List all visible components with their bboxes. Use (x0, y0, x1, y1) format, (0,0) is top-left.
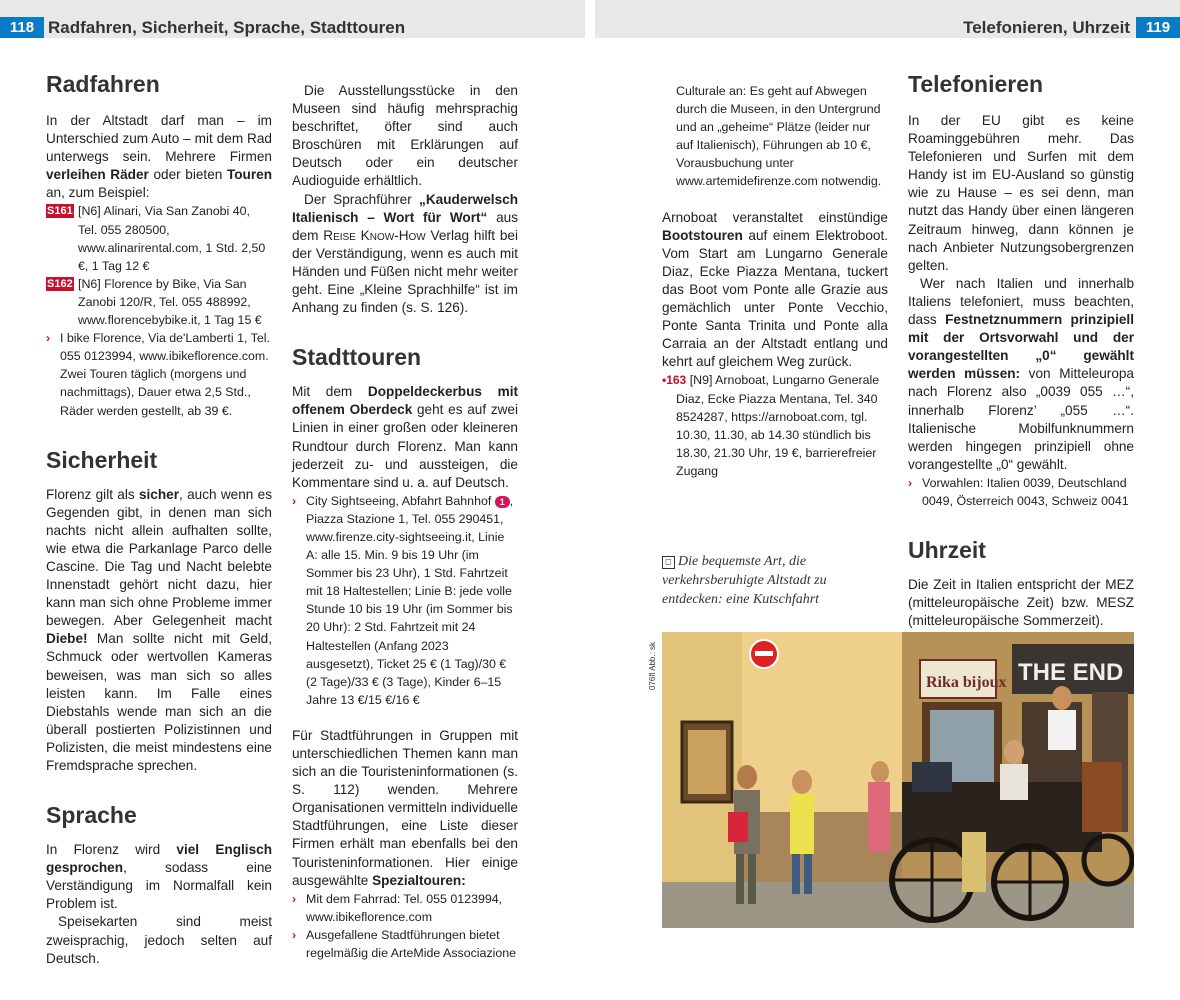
heading-stadttouren: Stadttouren (292, 344, 422, 371)
photo-credit: 076fl Abb.: sk (648, 641, 657, 690)
telefonieren-text-2: Wer nach Italien und innerhalb Italiens telefoniert, muss beachten, dass Festnetznummern prinzipiell mit der Ortsvorwahl und der vorangestellten „0“ gewählt werden müssen: von Mitteleuropa nach Florenz also „0039 055 …“, innerhalb Florenz’ „055 …“. Italienische Mobilfunknummern werden hingegen prinzipiell ohne vorangestellte „0“ gewählt. (908, 275, 1134, 472)
page-number-left: 118 (0, 17, 44, 38)
running-head-right: Telefonieren, Uhrzeit (963, 18, 1130, 37)
entry-artemide: › Ausgefallene Stadtführungen bietet regelmäßig die ArteMide Associazione (292, 927, 517, 961)
artemide-continued: Culturale an: Es geht auf Abwegen durch die Museen, in den Untergrund und an „geheime“ Plätze (leider nur auf Italienisch), Führungen ab 10 €, Vorausbuchung unter www.artemidefirenze.com notwendig. (676, 84, 882, 189)
sprachfuehrer-text: Der Sprachführer „Kauderwelsch Italienisch – Wort für Wort“ aus dem Reise Know-How Verlag hilft bei der Verständigung, wenn es auch mit Händen und Füßen nicht mehr weiter geht. Eine „Kleine Sprachhilfe“ ist im Anhang zu finden (s. S. 126). (292, 191, 518, 316)
caption-marker-icon: ◻ (662, 556, 675, 569)
heading-radfahren: Radfahren (46, 71, 160, 97)
sicherheit-text: Florenz gilt als sicher, auch wenn es Gegenden gibt, in denen man sich nachts nicht allein aufhalten sollte, wie etwa die Parkanlage Parco delle Cascine. Die Tag und Nacht belebte Innenstadt gehört nicht dazu, hier kann man sich ohne Probleme immer bewegen. Aber Gelegenheit macht Diebe! Man sollte nicht mit Geld, Schmuck oder wertvollen Kameras beweisen, was man sich so alles leisten kann. Im Falle eines Diebstahls wende man sich an die überall postierten Polizistinnen und Polizisten, die meist mindestens eine Fremdsprache sprechen. (46, 486, 272, 773)
page-number-right: 119 (1136, 17, 1180, 38)
entry-florence-by-bike: S162 [N6] Florence by Bike, Via San Zanobi 120/R, Tel. 055 488992, www.florencebybike.it, 1 Tag 15 € (47, 276, 262, 328)
arnoboat-text: Arnoboat veranstaltet einstündige Bootstouren auf einem Elektroboot. Vom Start am Lungarno Generale Diaz, Ecke Piazza Mentana, tuckert das Boot vom Ponte alle Grazie aus gemächlich unter Ponte Vecchio, Ponte Santa Trinita und Ponte alla Carraia an der Altstadt entlang und kehrt auf gleichem Weg zurück. (662, 209, 888, 370)
telefonieren-text-1: In der EU gibt es keine Roaminggebühren mehr. Das Telefonieren und Surfen mit dem Handy ist im EU-Ausland so günstig wie zu Hause – es sei denn, man nutzt das Handy über einen längeren Zeitraum hinweg, dann können je nach Anbieter Nutzungsobergrenzen gelten. (908, 113, 1134, 273)
photo-caption: ◻ Die bequemste Art, die verkehrsberuhigte Altstadt zu entdecken: eine Kutschfahrt (662, 554, 827, 607)
stadtfuehrungen-text: Für Stadtführungen in Gruppen mit unterschiedlichen Themen kann man sich an die Touristeninformationen (s. S. 112) wenden. Mehrere Organisationen vermitteln individuelle Stadtführungen, eine Liste dieser Firmen erhält man ebenfalls bei den Touristeninformationen. Hier einige ausgewählte Spezialtouren: (292, 727, 518, 888)
column-1 (46, 70, 272, 968)
uhrzeit-text: Die Zeit in Italien entspricht der MEZ (mitteleuropäische Zeit) bzw. MESZ (mitteleuropäische Sommerzeit). (908, 577, 1134, 629)
entry-mit-dem-fahrrad: › Mit dem Fahrrad: Tel. 055 0123994, www.ibikeflorence.com (292, 891, 503, 924)
heading-uhrzeit: Uhrzeit (908, 537, 986, 564)
sprache-text-1: In Florenz wird viel Englisch gesprochen, sodass eine Verständigung im Normalfall kein Problem ist. (46, 842, 273, 912)
running-head-left: Radfahren, Sicherheit, Sprache, Stadttouren (48, 18, 406, 37)
entry-vorwahlen: › Vorwahlen: Italien 0039, Deutschland 0049, Österreich 0043, Schweiz 0041 (908, 475, 1129, 508)
museum-text: Die Ausstellungsstücke in den Museen sind häufig mehrsprachig beschriftet, öfter sind auch Broschüren mit Erklärungen auf Deutsch oder ein deutscher Audioguide erhältlich. (292, 83, 518, 189)
entry-i-bike-florence: › I bike Florence, Via de'Lamberti 1, Tel. 055 0123994, www.ibikeflorence.com. Zwei Touren täglich (morgens und nachmittags), Dauer etwa 2,5 Std., Räder werden gestellt, ab 39 €. (46, 331, 270, 418)
street-photo-carriage (662, 632, 1134, 928)
radfahren-intro: In der Altstadt darf man – im Unterschied zum Auto – mit dem Rad unterwegs sein. Mehrere Firmen verleihen Räder oder bieten Touren an, zum Beispiel: (46, 113, 273, 201)
entry-city-sightseeing: › City Sightseeing, Abfahrt Bahnhof 1 , Piazza Stazione 1, Tel. 055 290451, www.firenze.city-sightseeing.it, Linie A: alle 15. Min. 9 bis 19 Uhr (im Sommer bis 23 Uhr), 1 Std. Fahrtzeit mit 18 Haltestellen; Linie B: jede volle Stunde 10 bis 19 Uhr (im Sommer bis 20 Uhr): 2 Std. Fahrtzeit mit 24 Haltestellen (Anfang 2023 ausgesetzt), Ticket 25 € (1 Tag)/30 € (2 Tage)/33 € (3 Tage), Kinder 6–15 Jahre 13 €/15 €/16 € (292, 493, 514, 707)
heading-sprache: Sprache (46, 802, 137, 829)
column-2 (292, 82, 518, 962)
entry-alinari: S161 [N6] Alinari, Via San Zanobi 40, Tel. 055 280500, www.alinarirental.com, 1 Std. 2,50 €, 1 Tag 12 € (47, 204, 266, 273)
photo-store-sign: THE END (1018, 659, 1124, 686)
column-3 (662, 82, 888, 480)
heading-telefonieren: Telefonieren (908, 71, 1044, 97)
photo-shop-sign: Rika bijoux (926, 674, 1007, 691)
column-4 (908, 70, 1134, 630)
sprache-text-2: Speisekarten sind meist zweisprachig, jedoch selten auf Deutsch. (46, 914, 272, 966)
bahnhof-badge: 1 (495, 496, 510, 508)
street-scene-illustration (662, 632, 1134, 928)
heading-sicherheit: Sicherheit (46, 446, 158, 473)
entry-arnoboat: •163 [N9] Arnoboat, Lungarno Generale Diaz, Ecke Piazza Mentana, Tel. 340 8524287, https://arnoboat.com, tgl. 10.30, 11.30, ab 14.30 stündlich bis 18.30, 21.30 Uhr, 19 €, barrierefreier Zugang (662, 373, 880, 478)
stadttouren-intro: Mit dem Doppeldeckerbus mit offenem Oberdeck geht es auf zwei Linien in einer großen oder kleineren Rundtour durch Florenz. Man kann jederzeit zu- und aussteigen, die Kommentare sind u. a. auf Deutsch. (292, 384, 519, 490)
